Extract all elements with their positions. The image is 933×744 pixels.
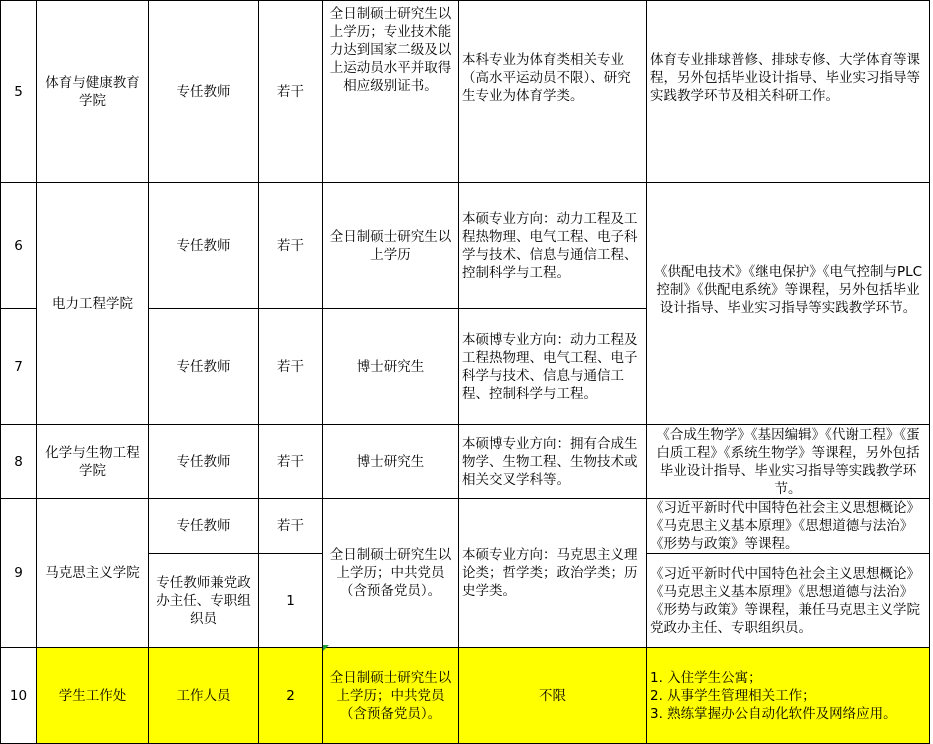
college-cell[interactable]: 学生工作处 (37, 648, 149, 744)
major-cell[interactable]: 本硕博专业方向：拥有合成生物学、生物工程、生物技术或相关交叉学科等。 (459, 425, 647, 499)
list-item: 2. 从事学生管理相关工作； (650, 687, 816, 704)
position-cell[interactable]: 专任教师 (149, 183, 259, 309)
college-cell[interactable]: 电力工程学院 (37, 183, 149, 425)
count-cell[interactable]: 若干 (259, 1, 323, 183)
position-cell[interactable]: 专任教师 (149, 309, 259, 425)
college-cell[interactable]: 体育与健康教育学院 (37, 1, 149, 183)
duties-cell[interactable]: 《合成生物学》《基因编辑》《代谢工程》《蛋白质工程》《系统生物学》等课程，另外包括毕业设计指导、毕业实习指导等实践教学环节。 (647, 425, 930, 499)
count-cell[interactable]: 若干 (259, 309, 323, 425)
table-row (1, 499, 930, 554)
college-cell[interactable]: 化学与生物工程学院 (37, 425, 149, 499)
table-row (1, 1, 930, 183)
college-cell[interactable]: 马克思主义学院 (37, 499, 149, 648)
education-cell[interactable]: 全日制硕士研究生以上学历；专业技术能力达到国家二级及以上运动员水平并取得相应级别证书。 (323, 1, 459, 183)
count-cell[interactable]: 若干 (259, 499, 323, 554)
row-number[interactable]: 9 (1, 499, 37, 648)
position-cell[interactable]: 专任教师 (149, 1, 259, 183)
major-cell[interactable]: 本硕专业方向：动力工程及工程热物理、电气工程、电子科学与技术、信息与通信工程、控制科学与工程。 (459, 183, 647, 309)
duties-cell[interactable]: 《习近平新时代中国特色社会主义思想概论》《马克思主义基本原理》《思想道德与法治》《形势与政策》等课程。 (647, 499, 930, 554)
comment-indicator-icon (323, 645, 329, 651)
major-cell[interactable]: 本硕专业方向：马克思主义理论类；哲学类；政治学类；历史学类。 (459, 499, 647, 648)
count-cell[interactable]: 若干 (259, 425, 323, 499)
duties-list (650, 669, 926, 723)
row-number[interactable]: 10 (1, 648, 37, 744)
count-cell[interactable]: 2 (259, 648, 323, 744)
count-cell[interactable]: 若干 (259, 183, 323, 309)
list-item: 1. 入住学生公寓； (650, 669, 762, 686)
position-cell[interactable]: 专任教师兼党政办主任、专职组织员 (149, 554, 259, 648)
row-number[interactable]: 5 (1, 1, 37, 183)
row-number[interactable]: 8 (1, 425, 37, 499)
education-cell[interactable]: 全日制硕士研究生以上学历；中共党员（含预备党员）。 (323, 499, 459, 648)
list-item: 3. 熟练掌握办公自动化软件及网络应用。 (650, 705, 897, 722)
count-cell[interactable]: 1 (259, 554, 323, 648)
table-row (1, 648, 930, 744)
major-cell[interactable]: 不限 (459, 648, 647, 744)
position-cell[interactable]: 专任教师 (149, 499, 259, 554)
table-row (1, 183, 930, 309)
education-cell[interactable]: 全日制硕士研究生以上学历；中共党员（含预备党员）。 (323, 648, 459, 744)
major-cell[interactable]: 本科专业为体育类相关专业（高水平运动员不限）、研究生专业为体育学类。 (459, 1, 647, 183)
education-cell[interactable]: 博士研究生 (323, 309, 459, 425)
position-cell[interactable]: 专任教师 (149, 425, 259, 499)
row-number[interactable]: 6 (1, 183, 37, 309)
major-cell[interactable]: 本硕博专业方向：动力工程及工程热物理、电气工程、电子科学与技术、信息与通信工程、控制科学与工程。 (459, 309, 647, 425)
duties-cell[interactable] (647, 648, 930, 744)
duties-cell[interactable]: 体育专业排球普修、排球专修、大学体育等课程，另外包括毕业设计指导、毕业实习指导等实践教学环节及相关科研工作。 (647, 1, 930, 183)
row-number[interactable]: 7 (1, 309, 37, 425)
education-cell[interactable]: 博士研究生 (323, 425, 459, 499)
duties-cell[interactable]: 《供配电技术》《继电保护》《电气控制与PLC控制》《供配电系统》等课程，另外包括毕业设计指导、毕业实习指导等实践教学环节。 (647, 183, 930, 425)
duties-cell[interactable]: 《习近平新时代中国特色社会主义思想概论》《马克思主义基本原理》《思想道德与法治》《形势与政策》等课程，兼任马克思主义学院党政办主任、专职组织员。 (647, 554, 930, 648)
position-cell[interactable]: 工作人员 (149, 648, 259, 744)
education-cell[interactable]: 全日制硕士研究生以上学历 (323, 183, 459, 309)
table-row (1, 425, 930, 499)
